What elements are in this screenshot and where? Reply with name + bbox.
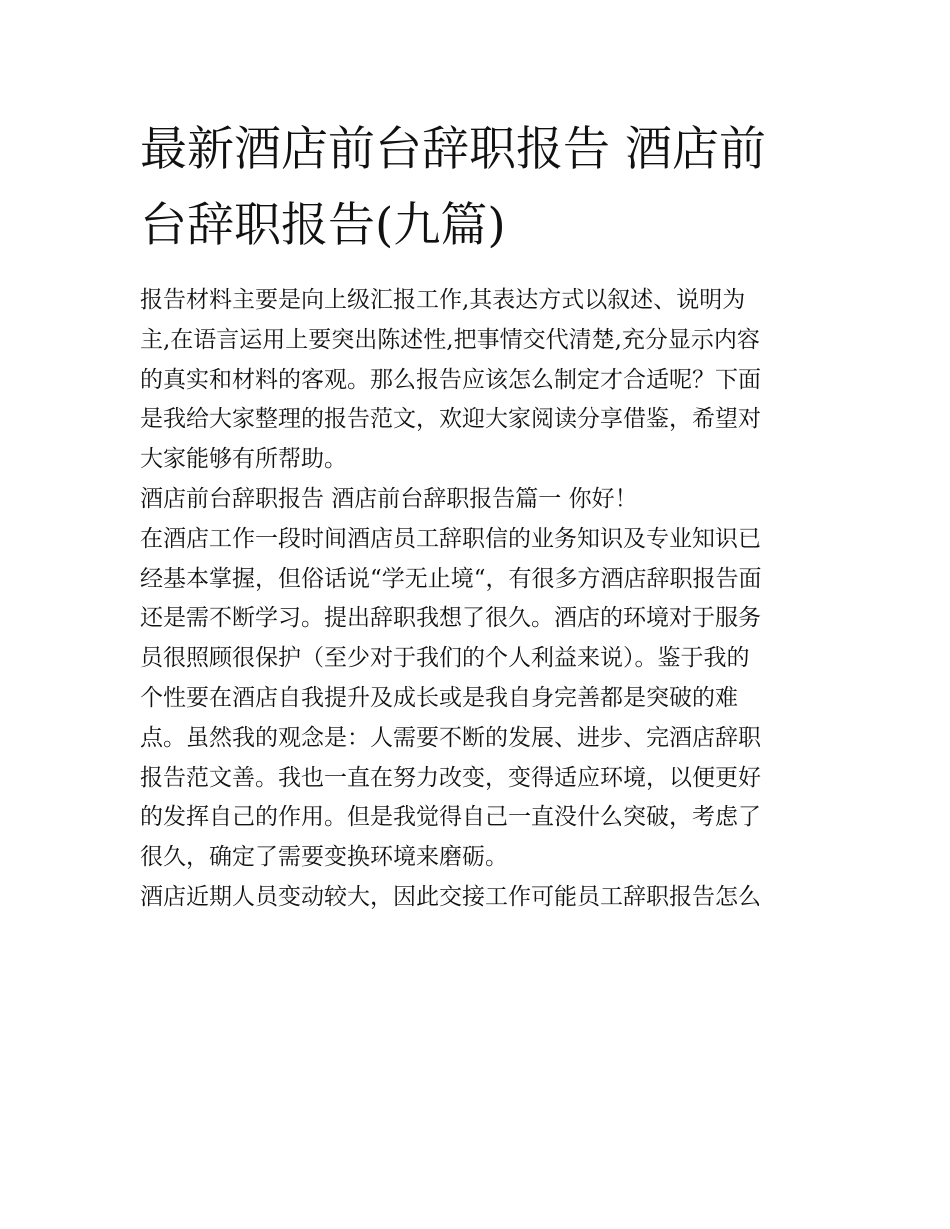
para1-line-1: 在酒店工作一段时间酒店员工辞职信的业务知识及专业知识已 <box>140 525 761 552</box>
intro-line-5: 大家能够有所帮助。 <box>140 446 347 473</box>
intro-paragraph <box>140 281 820 480</box>
intro-line-4: 是我给大家整理的报告范文，欢迎大家阅读分享借鉴，希望对 <box>140 406 761 433</box>
subheading-line: 酒店前台辞职报告 酒店前台辞职报告篇一 你好！ <box>140 485 638 512</box>
title-line-2: 台辞职报告(九篇) <box>140 198 506 253</box>
intro-line-1: 报告材料主要是向上级汇报工作,其表达方式以叙述、说明为 <box>140 287 746 313</box>
title-line-1: 最新酒店前台辞职报告 酒店前 <box>140 122 766 177</box>
para1-line-3: 还是需不断学习。提出辞职我想了很久。酒店的环境对于服务 <box>140 605 761 632</box>
body-paragraph-2 <box>140 878 820 918</box>
para1-line-9: 很久，确定了需要变换环境来磨砺。 <box>140 844 508 871</box>
para1-line-5: 个性要在酒店自我提升及成长或是我自身完善都是突破的难 <box>140 684 738 711</box>
para1-line-7: 报告范文善。我也一直在努力改变，变得适应环境，以便更好 <box>140 764 761 791</box>
para1-line-2: 经基本掌握，但俗话说“学无止境“，有很多方酒店辞职报告面 <box>140 565 762 592</box>
document-title <box>140 112 820 264</box>
body-paragraph-1 <box>140 520 820 878</box>
para1-line-8: 的发挥自己的作用。但是我觉得自己一直没什么突破，考虑了 <box>140 804 761 831</box>
document-body <box>140 281 820 918</box>
intro-line-2: 主,在语言运用上要突出陈述性,把事情交代清楚,充分显示内容 <box>140 326 760 353</box>
para1-line-6: 点。虽然我的观念是：人需要不断的发展、进步、完酒店辞职 <box>140 724 761 751</box>
para1-line-4: 员很照顾很保护（至少对于我们的个人利益来说）。鉴于我的 <box>140 645 750 672</box>
section-subheading <box>140 480 820 520</box>
para2-line-1: 酒店近期人员变动较大，因此交接工作可能员工辞职报告怎么 <box>140 883 761 910</box>
intro-line-3: 的真实和材料的客观。那么报告应该怎么制定才合适呢？下面 <box>140 366 761 393</box>
